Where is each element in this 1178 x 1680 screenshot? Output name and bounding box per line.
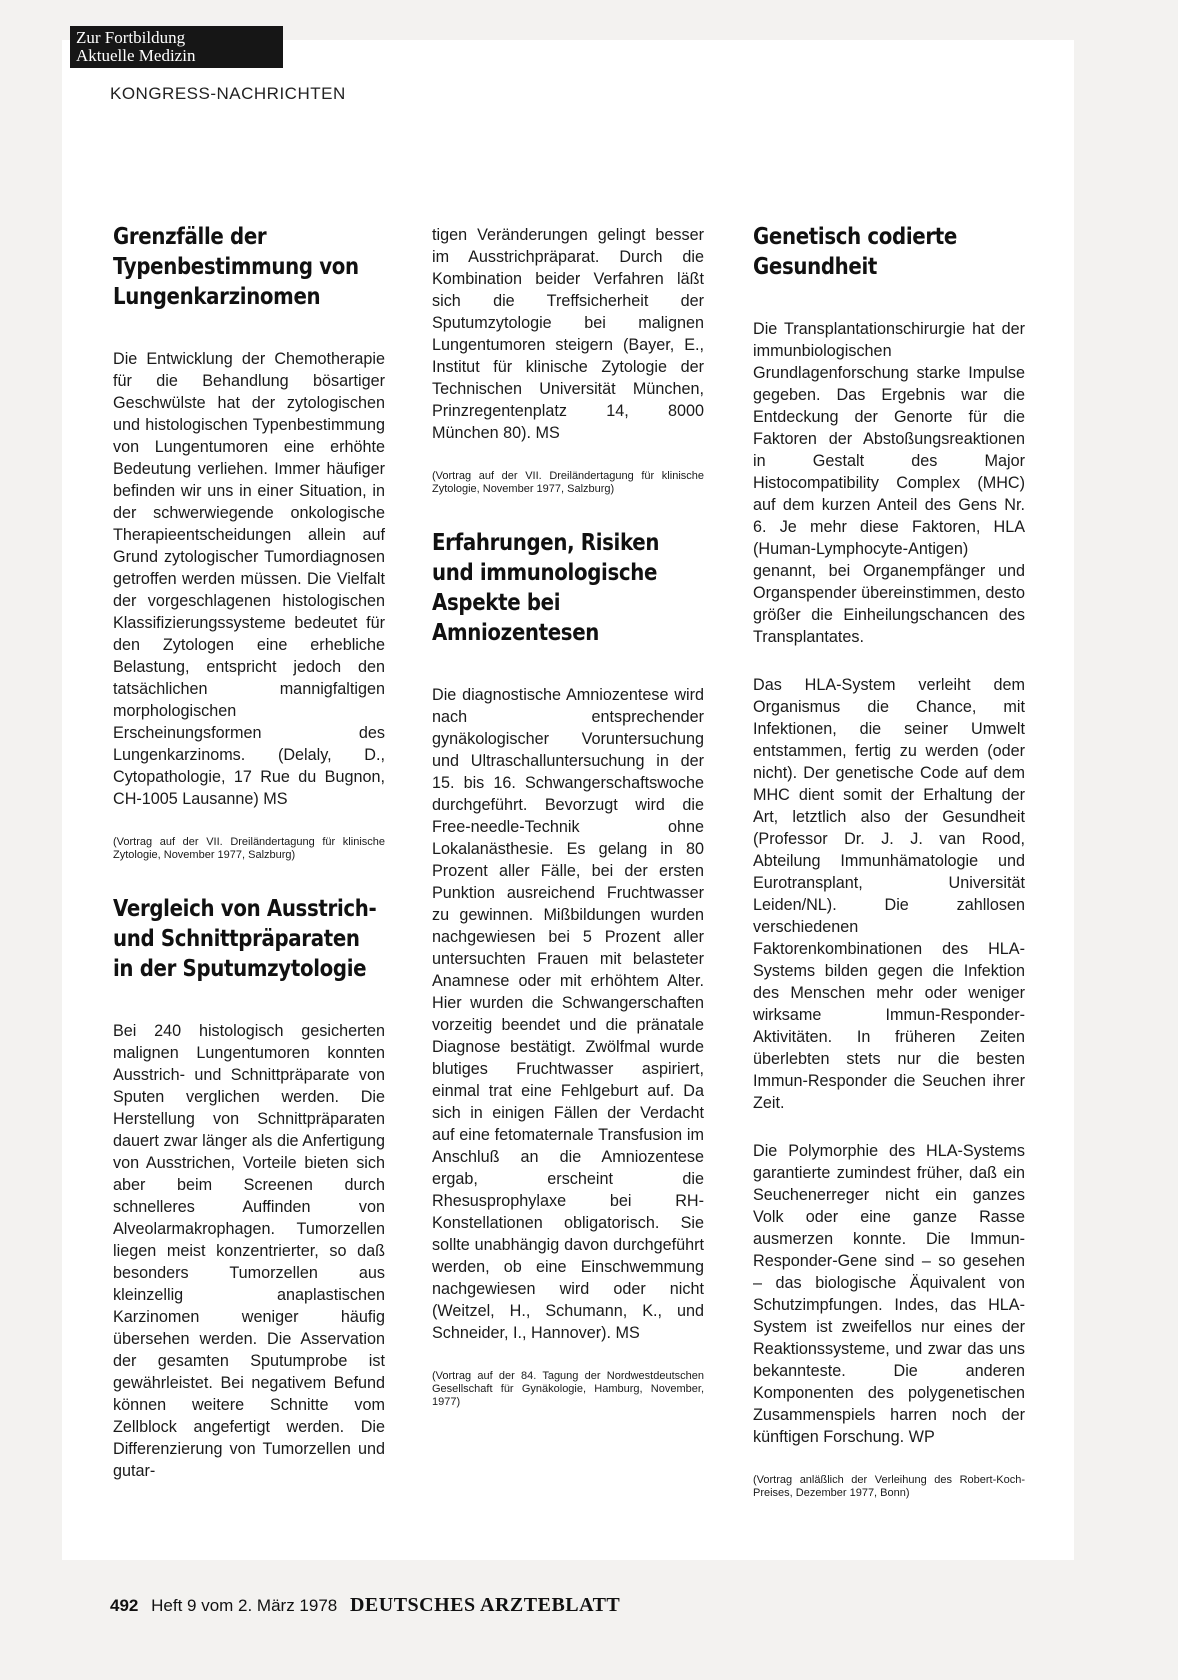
article-2-note: (Vortrag auf der VII. Dreiländertagung für klinische Zytologie, November 1977, Salzburg) [432,470,704,495]
page-footer [110,1594,620,1617]
article-3-body: Die diagnostische Amniozentese wird nach entsprechender gynäkologischer Voruntersuchung und Ultraschalluntersuchung in der 15. bis 16. Schwangerschaftswoche durchgeführt. Bevorzugt wird die Free-needle-Technik ohne Lokalanästhesie. Es gelang in 80 Prozent aller Fälle, bei der ersten Punktion ausreichend Fruchtwasser zu gewinnen. Mißbildungen wurden nachgewiesen bei 5 Prozent aller untersuchten Frauen mit belasteter Anamnese oder mit erhöhtem Alter. Hier wurden die Schwangerschaften vorzeitig beendet und die pränatale Diagnose bestätigt. Zwölfmal wurde blutiges Fruchtwasser aspiriert, einmal trat eine Fehlgeburt auf. Da sich in einigen Fällen der Verdacht auf eine fetomaternale Transfusion im Anschluß an die Amniozentese ergab, erscheint die Rhesusprophylaxe bei RH-Konstellationen obligatorisch. Sie sollte unabhängig davon durchgeführt werden, ob eine Einschwemmung nachgewiesen wird oder nicht (Weitzel, H., Schumann, K., und Schneider, I., Hannover). MS [432,686,704,1342]
issue-info: Heft 9 vom 2. März 1978 [151,1596,338,1615]
article-1-note: (Vortrag auf der VII. Dreiländertagung für klinische Zytologie, November 1977, Salzburg) [113,836,385,861]
kicker-box [70,26,283,68]
article-2-body-continued: tigen Veränderungen gelingt besser im Ausstrichpräparat. Durch die Kombination beider Verfahren läßt sich die Treffsicherheit der Sputumzytologie bei malignen Lungentumoren steigern (Bayer, E., Institut für klinische Zytologie der Technischen Universität München, Prinzregentenplatz 14, 8000 München 80). MS [432,226,704,442]
article-2-body: Bei 240 histologisch gesicherten malignen Lungentumoren konnten Ausstrich- und Schnittpräparate von Sputen verglichen werden. Die Herstellung von Schnittpräparaten dauert zwar länger als die Anfertigung von Ausstrichen, Vorteile bieten sich aber beim Screenen durch schnelleres Auffinden von Alveolarmakrophagen. Tumorzellen liegen meist konzentrierter, so daß besonders Tumorzellen aus kleinzellig anaplastischen Karzinomen weniger häufig übersehen werden. Die Asservation der gesamten Sputumprobe ist gewährleistet. Bei negativem Befund können weitere Schnitte vom Zellblock angefertigt werden. Die Differenzierung von Tumorzellen und gutar- [113,1022,385,1480]
article-4-title: Genetisch codierte Gesundheit [753,224,957,280]
kicker-line-2: Aktuelle Medizin [76,46,196,65]
article-4-paragraph-3: Die Polymorphie des HLA-Systems garantierte zumindest früher, daß ein Seuchenerreger nicht ein ganzes Volk oder eine ganze Rasse ausmerzen konnte. Die Immun-Responder-Gene sind – so gesehen – das biologische Äquivalent von Schutzimpfungen. Indes, das HLA-System ist zweifellos nur eines der Reaktionssysteme, und zwar das uns bekannteste. Die anderen Komponenten des polygenetischen Zusammenspiels harren noch der künftigen Forschung. WP [753,1142,1025,1446]
article-3-note: (Vortrag auf der 84. Tagung der Nordwestdeutschen Gesellschaft für Gynäkologie, Hamburg, November, 1977) [432,1370,704,1408]
column-1 [113,222,385,1508]
article-2-title: Vergleich von Ausstrich- und Schnittpräparaten in der Sputumzytologie [113,896,377,982]
kicker-line-1: Zur Fortbildung [76,28,186,47]
column-3 [753,222,1025,1532]
section-heading: KONGRESS-NACHRICHTEN [110,84,346,103]
article-4-paragraph-2: Das HLA-System verleiht dem Organismus die Chance, mit Infektionen, die seiner Umwelt entstammen, fertig zu werden (oder nicht). Der genetische Code auf dem MHC dient somit der Erhaltung der Art, letztlich also der Gesundheit (Professor Dr. J. J. van Rood, Abteilung Immunhämatologie und Eurotransplant, Universität Leiden/NL). Die zahllosen verschiedenen Faktorenkombinationen des HLA-Systems bilden gegen die Infektion des Menschen mehr oder weniger wirksame Immun-Responder-Aktivitäten. In früheren Zeiten überlebten stets nur die besten Immun-Responder die Seuchen ihrer Zeit. [753,676,1025,1112]
column-2 [432,224,704,1441]
article-3-title: Erfahrungen, Risiken und immunologische Aspekte bei Amniozentesen [432,530,660,646]
article-1-body: Die Entwicklung der Chemotherapie für die Behandlung bösartiger Geschwülste hat der zytologischen und histologischen Typenbestimmung von Lungentumoren eine erhöhte Bedeutung verliehen. Immer häufiger befinden wir uns in einer Situation, in der schwerwiegende onkologische Therapieentscheidungen allein auf Grund zytologischer Tumordiagnosen getroffen werden müssen. Die Vielfalt der vorgeschlagenen histologischen Klassifizierungssysteme bedeutet für den Zytologen eine erhebliche Belastung, entspricht jedoch den tatsächlichen mannigfaltigen morphologischen Erscheinungsformen des Lungenkarzinoms. (Delaly, D., Cytopathologie, 17 Rue du Bugnon, CH-1005 Lausanne) MS [113,350,385,808]
article-1-title: Grenzfälle der Typenbestimmung von Lungenkarzinomen [113,224,359,310]
article-4-paragraph-1: Die Transplantationschirurgie hat der immunbiologischen Grundlagenforschung starke Impulse gegeben. Das Ergebnis war die Entdeckung der Genorte für die Faktoren der Abstoßungsreaktionen in Gestalt des Major Histocompatibility Complex (MHC) auf dem kurzen Anteil des Gens Nr. 6. Je mehr diese Faktoren, HLA (Human-Lymphocyte-Antigen) genannt, bei Organempfänger und Organspender übereinstimmen, desto größer die Einheilungschancen des Transplantates. [753,320,1025,646]
article-4-note: (Vortrag anläßlich der Verleihung des Robert-Koch-Preises, Dezember 1977, Bonn) [753,1474,1025,1499]
journal-name: DEUTSCHES ARZTEBLATT [349,1594,621,1616]
page-number: 492 [110,1596,139,1615]
